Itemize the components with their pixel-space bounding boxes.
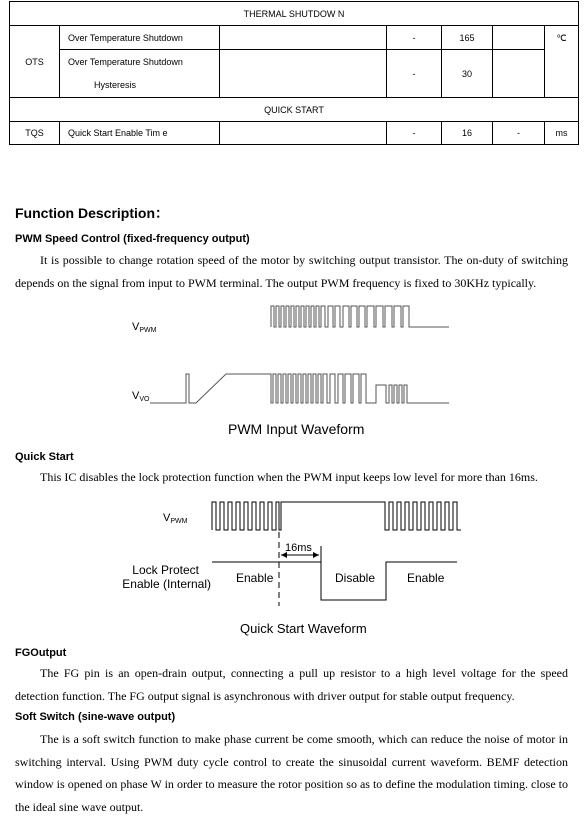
lock-protect-label-line2: Enable (Internal) (122, 577, 211, 591)
quick-start-waveform-caption: Quick Start Waveform (240, 621, 367, 636)
lock-enable-right-label: Enable (407, 571, 445, 585)
pwm-input-waveform (0, 300, 588, 440)
table-row (10, 50, 579, 98)
table-row (10, 98, 579, 122)
lock-protect-label-line1: Lock Protect (132, 563, 199, 577)
ots-hys-max (493, 50, 545, 98)
ots-param-hysteresis (60, 50, 220, 98)
ots-min: - (387, 26, 442, 50)
tqs-symbol: TQS (10, 122, 60, 145)
lock-disable-label: Disable (335, 571, 376, 585)
fg-output-text (15, 662, 568, 707)
qs-vpwm-label: VPWM (163, 512, 188, 525)
tqs-min: - (387, 122, 442, 145)
fg-output-heading: FGOutput (15, 647, 67, 659)
ots-hys-typ: 30 (442, 50, 493, 98)
ots-max (493, 26, 545, 50)
soft-switch-heading: Soft Switch (sine-wave output) (15, 711, 176, 723)
table-row (10, 26, 579, 50)
tqs-condition (220, 122, 387, 145)
pwm-speed-control-text (15, 249, 568, 294)
section-quick-start: QUICK START (10, 98, 579, 122)
vpwm-signal (271, 306, 449, 327)
soft-switch-text-body: The is a soft switch function to make phase current be come smooth, which can reduce the noise of motor in switching interval. Using PWM duty cycle control to create the sinusoidal current waveform. BEMF detection window is opened on phase W in order to measure the rotor position so as to define the modulation timing. close to the ideal sine wave output. (15, 732, 568, 814)
pwm-speed-control-text-body: It is possible to change rotation speed of the motor by switching output transistor. The on-duty of switching depends on the signal from input to PWM terminal. The output PWM frequency is fixed to 30KHz typically. (15, 253, 568, 290)
ots-hys-condition (220, 50, 387, 98)
spec-table (9, 1, 579, 145)
quick-start-heading: Quick Start (15, 451, 74, 463)
fg-output-text-body: The FG pin is an open-drain output, connecting a pull up resistor to a high level voltage for the speed detection function. The FG output signal is asynchronous with driver output for stable output frequency. (15, 666, 568, 703)
pwm-input-waveform-caption: PWM Input Waveform (228, 421, 365, 437)
vvo-signal (150, 374, 449, 403)
ots-param-hysteresis-line1: Over Temperature Shutdown (68, 56, 183, 67)
tqs-typ: 16 (442, 122, 493, 145)
tqs-unit: ms (545, 122, 579, 145)
qs-vpwm-signal (212, 502, 461, 530)
pwm-speed-control-heading: PWM Speed Control (fixed-frequency output) (15, 233, 250, 245)
ots-hys-min: - (387, 50, 442, 98)
section-thermal-shutdown: THERMAL SHUTDOW N (10, 2, 579, 26)
soft-switch-text (15, 728, 568, 818)
tqs-param: Quick Start Enable Tim e (60, 122, 220, 145)
ots-param-shutdown: Over Temperature Shutdown (60, 26, 220, 50)
vpwm-label: VPWM (132, 321, 157, 334)
ots-typ: 165 (442, 26, 493, 50)
ots-symbol: OTS (10, 26, 60, 98)
qs-timing-label: 16ms (285, 542, 312, 554)
lock-enable-left-label: Enable (236, 571, 274, 585)
ots-param-hysteresis-line2: Hysteresis (94, 79, 137, 90)
vvo-label: VVO (132, 390, 150, 403)
quick-start-waveform (0, 490, 588, 640)
tqs-max: - (493, 122, 545, 145)
quick-start-text: This IC disables the lock protection function when the PWM input keeps low level for more than 16ms. (40, 470, 538, 484)
ots-unit: ℃ (545, 26, 579, 98)
ots-condition (220, 26, 387, 50)
table-row (10, 122, 579, 145)
table-row (10, 2, 579, 26)
function-description-heading: Function Description： (15, 205, 169, 221)
